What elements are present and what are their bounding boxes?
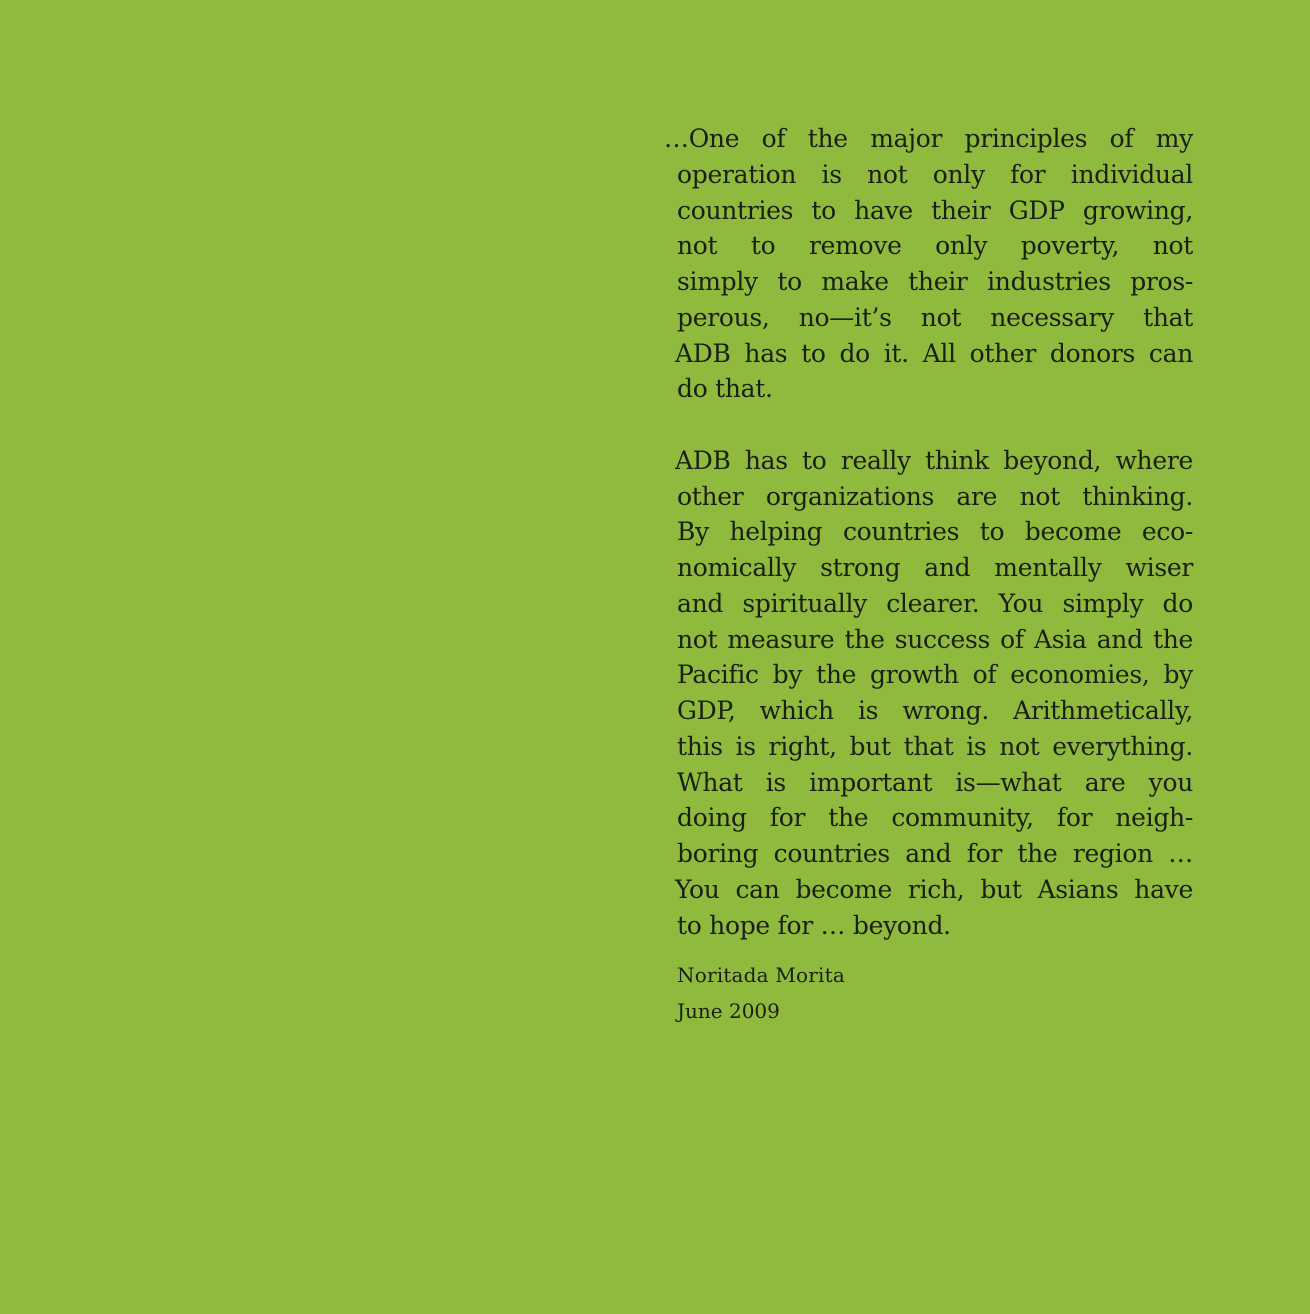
paragraph-spacer <box>677 407 1193 443</box>
quote-line: this is right, but that is not everything. <box>677 731 1193 761</box>
quote-line: You can become rich, but Asians have <box>675 874 1193 904</box>
quote-line: doing for the community, for neigh- <box>677 803 1193 833</box>
quote-line: other organizations are not thinking. <box>677 481 1193 511</box>
quote-line: boring countries and for the region … <box>677 839 1193 868</box>
quote-line: GDP, which is wrong. Arithmetically, <box>677 696 1193 725</box>
quote-line: perous, no—it’s not necessary that <box>677 302 1193 332</box>
quote-paragraph-2 <box>677 443 1193 944</box>
quote-line: Pacific by the growth of economies, by <box>677 660 1193 690</box>
quote-line: and spiritually clearer. You simply do <box>677 588 1193 618</box>
attribution-name: Noritada Morita <box>677 963 845 988</box>
attribution-date: June 2009 <box>677 999 780 1024</box>
quote-line: simply to make their industries pros- <box>677 267 1193 296</box>
quote-line: countries to have their GDP growing, <box>677 195 1193 225</box>
quote-line: nomically strong and mentally wiser <box>677 553 1193 582</box>
quote-line: By helping countries to become eco- <box>677 517 1193 547</box>
attribution <box>677 957 1193 1029</box>
quote-line: operation is not only for individual <box>677 159 1193 189</box>
quote-line: to hope for … beyond. <box>677 910 951 940</box>
quote-line: do that. <box>677 374 773 404</box>
quote-line: not measure the success of Asia and the <box>677 624 1193 654</box>
quote-paragraph-1 <box>664 121 1193 407</box>
quote-line: ADB has to do it. All other donors can <box>675 338 1193 368</box>
quote-line: not to remove only poverty, not <box>677 231 1193 261</box>
quote-block <box>664 121 1193 1029</box>
quote-line: …One of the major principles of my <box>664 124 1193 153</box>
quote-line: ADB has to really think beyond, where <box>675 445 1193 475</box>
quote-line: What is important is—what are you <box>677 767 1193 797</box>
